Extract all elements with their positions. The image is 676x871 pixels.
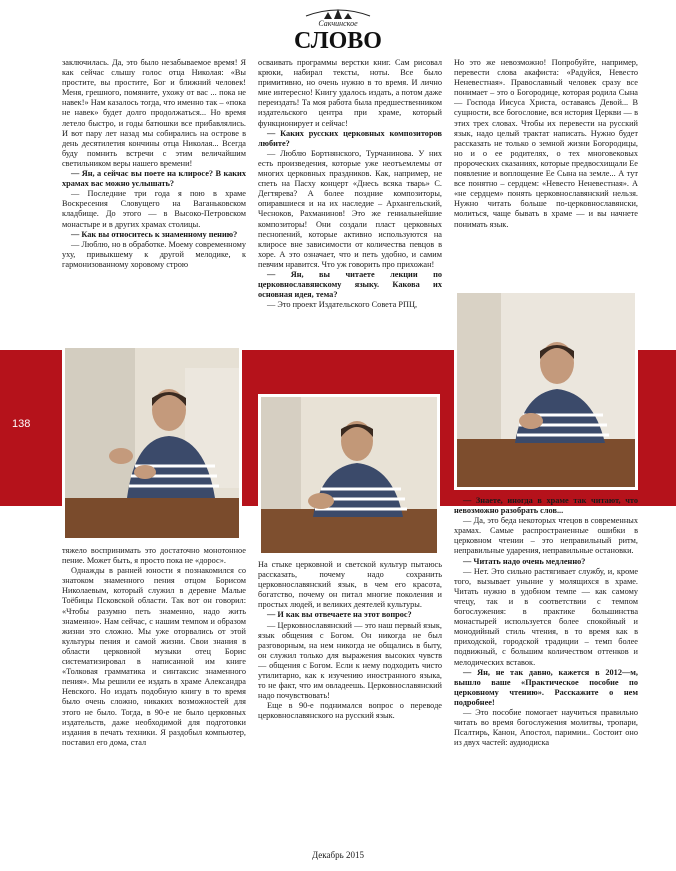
masthead-line2: СЛОВО [294,28,382,54]
paragraph: тяжело воспринимать это достаточно монотонное пение. Может быть, я просто пока не «дорос». [62,546,246,566]
masthead-line1: Сакчинское [318,19,358,28]
paragraph: Однажды в ранней юности я познакомился со знатоком знаменного пения отцом Борисом Николаевым, который служил в деревне Малые Тоёбицы Псковской области. Так вот он говорил: «Чтобы разумно петь знаменно, надо жить знаменно». Нам сейчас, с нашим темпом и образом жизни это сложно. Мы уже оторвались от этой культуры пения и самой жизни. Свои знания в области церковной музыки отец Борис систематизировал в написанной им книге «Толковая грамматика и синтаксис знаменного пения». Мы решили ее издать в храме Александра Невского. Но издать подобную книгу в то время было очень сложно, никаких возможностей для этого не было. Тогда, в 90-е не было церковных издательств, даже необходимой для подготовки издания в печать техники. Я раздобыл компьютер, поставил его дома, стал [62,566,246,747]
paragraph: осваивать программы верстки книг. Сам рисовал крюки, набирал тексты, ноты. Все было примитивно, но очень нужно в то время. И лично мне интересно! Книгу удалось издать, а потом даже переиздать! Та моя работа была предшественником издательского центра при храме, который функционирует и сейчас! [258,58,442,128]
interview-question: — Ян, вы читаете лекции по церковнославянскому языку. Какова их основная идея, тема? [258,269,442,300]
paragraph: На стыке церковной и светской культур пытаюсь рассказать, почему надо сохранить церковнославянский язык, в чем его красота, богатство, почему он питал многие поколения и простых людей, и великих деятелей культуры. [258,560,442,610]
paragraph: — Люблю Бортнянского, Турчанинова. У них есть произведения, которые уже неотъемлемы от многих церковных праздников. Как, например, не спеть на Пасху концерт «Днесь всяка тварь» С. Дегтярева? А более поздние композиторы, опиравшиеся и на их наследие – Архангельский, Чесноков, Рахманинов! Это же гениальнейшие композиторы! Они создали пласт церковных песнопений, которые активно используются на клиросе вне зависимости от количества певцов в хоре. А это означает, что и петь удобно, и самим певчим нравится. Что уж говорить про прихожан! [258,148,442,269]
interview-question: — Как вы относитесь к знаменному пению? [71,229,238,239]
footer-date: Декабрь 2015 [312,850,364,860]
interview-question: — Ян, а сейчас вы поете на клиросе? В каких храмах вас можно услышать? [62,169,246,189]
interview-photo-left [62,345,242,541]
paragraph: заключилась. Да, это было незабываемое время! Я как сейчас слышу голос отца Николая: «Вы простите, вы простите, Бог и ближний человек! Меня, грешного, помяните, ухожу от вас ... пока не навек!» Нам казалось тогда, что именно так – «пока не навек» будет долго продолжаться... Но время летело быстро, и годы батюшки все прибавлялись. И вот пару лет назад мы собирались на острове в день десятилетия кончины отца Николая... Всегда буду помнить встречи с этим величайшим светильником веры нашего времени! [62,58,246,168]
column-1-top [62,58,246,342]
paragraph: — Нет. Это сильно растягивает службу, и, кроме того, вызывает уныние у молящихся в храме. Читать нужно в удобном темпе — как самому чтецу, так и в соответствии с темпом богослужения: в практике большинства монастырей используется более спокойный и монодийный стиль чтения, в то время как в приходской, городской традиции – темп более подвижный, с большим количеством оттенков и мелодических вставок. [454,566,638,667]
paragraph: — Церковнославянский — это наш первый язык, язык общения с Богом. Он никогда не был разговорным, на нем никогда не общались в быту, он служил только для выражения высоких чувств — общения с Богом. Если к нему подходить чисто утилитарно, как к изучению иностранного языка, то не факт, что им овладеешь. Церковнославянский надо почувствовать! [258,620,442,701]
column-3-bottom [454,496,638,844]
column-2-top [258,58,442,344]
paragraph: — Люблю, но в обработке. Моему современному уху, привыкшему к другой мелодике, к гармонизованному хоровому строю [62,239,246,269]
column-1-bottom [62,546,246,844]
paragraph: — Это пособие помогает научиться правильно читать во время богослужения молитвы, тропари, Псалтирь, Канон, Апостол, паримии.. Состоит оно из двух частей: аудиодиска [454,707,638,748]
interview-question: — Читать надо очень медленно? [463,556,586,566]
paragraph: — Последние три года я пою в храме Воскресения Словущего на Ваганьковском кладбище. До этого — в Высоко-Петровском монастыре и в других храмах столицы. [62,189,246,229]
paragraph: Еще в 90-е поднимался вопрос о переводе церковнославянского на русский язык. [258,701,442,721]
paragraph: — Да, это беда некоторых чтецов в современных храмах. Самые распространенные ошибки в церковном чтении – это неправильный ритм, неправильные ударения, неправильные остановки. [454,516,638,556]
paragraph: Но это же невозможно! Попробуйте, например, перевести слова акафиста: «Радуйся, Невесто Неневестная». Православный человек сразу все понимает – это о Богородице, которая родила Сына — Господа Иисуса Христа, оставаясь Девой... В сущности, все богословие, вся история Церкви — в этих трех словах. Чтобы их перевести на русский язык, надо целый трактат написать. Нужно будет рассказать не только о земной жизни Богородицы, но и о ее родителях, о тех многовековых пророческих сказаниях, которые предвосхищали Ее появление и воплощение Ее Сына на земле... А тут все понятно – сердцем: «Невесто Неневестная». А «не сердцем» понять церковнославянский нельзя. Нужно читать больше по-церковнославянски, молиться, чаще бывать в храме — и вы начнете понимать язык. [454,58,638,229]
column-2-bottom [258,560,442,844]
interview-question: — Каких русских церковных композиторов любите? [258,128,442,148]
interview-question: — Ян, не так давно, кажется в 2012—м, вышло ваше «Практическое пособие по церковному чтению». Расскажите о нем подробнее! [454,667,638,707]
masthead-logo [288,8,388,54]
interview-question: — Знаете, иногда в храме так читают, что невозможно разобрать слов... [454,496,638,516]
paragraph: — Это проект Издательского Совета РПЦ, [267,300,418,310]
column-3-top [454,58,638,290]
page-number: 138 [12,418,31,430]
interview-photo-middle [258,394,440,556]
interview-question: — И как вы отвечаете на этот вопрос? [267,610,412,620]
interview-photo-right [454,290,638,490]
